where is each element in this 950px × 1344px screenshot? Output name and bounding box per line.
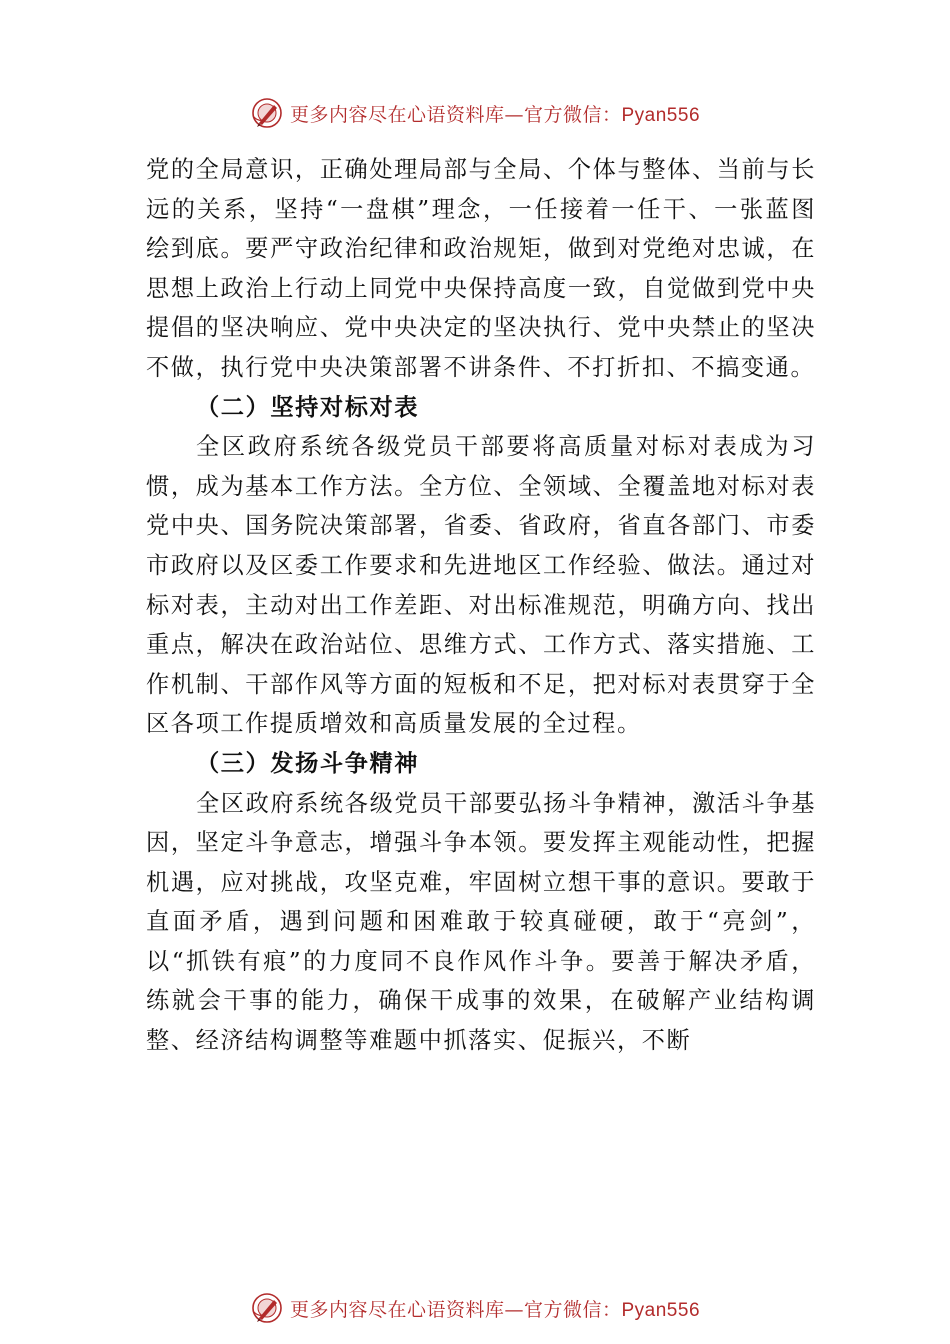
pen-logo-icon xyxy=(250,96,284,130)
banner-main-text: 更多内容尽在心语资料库 xyxy=(289,1298,505,1321)
footer-banner xyxy=(0,1290,950,1326)
paragraph-3: 全区政府系统各级党员干部要弘扬斗争精神，激活斗争基因，坚定斗争意志，增强斗争本领。要发挥主观能动性，把握机遇，应对挑战，攻坚克难，牢固树立想干事的意识。要敢于直面矛盾，遇到问题和困难敢于较真碰硬，敢于“亮剑”，以“抓铁有痕”的力度同不良作风作斗争。要善于解决矛盾，练就会干事的能力，确保干成事的效果，在破解产业结构调整、经济结构调整等难题中抓落实、促振兴，不断 xyxy=(146,789,816,1055)
banner-text xyxy=(290,100,700,127)
banner-official-label: 官方微信： xyxy=(523,1298,622,1321)
paragraph-2: 全区政府系统各级党员干部要将高质量对标对表成为习惯，成为基本工作方法。全方位、全领域、全覆盖地对标对表党中央、国务院决策部署，省委、省政府，省直各部门、市委市政府以及区委工作要求和先进地区工作经验、做法。通过对标对表，主动对出工作差距、对出标准规范，明确方向、找出重点，解决在政治站位、思维方式、工作方式、落实措施、工作机制、干部作风等方面的短板和不足，把对标对表贯穿于全区各项工作提质增效和高质量发展的全过程。 xyxy=(146,433,816,738)
section-heading-2: （二）坚持对标对表 xyxy=(196,393,420,421)
banner-official-label: 官方微信： xyxy=(523,103,622,126)
banner-main-text: 更多内容尽在心语资料库 xyxy=(289,103,505,126)
banner-dash: — xyxy=(504,103,524,126)
banner-text xyxy=(290,1295,700,1322)
banner-dash: — xyxy=(504,1298,524,1321)
header-banner xyxy=(0,95,950,131)
pen-logo-icon xyxy=(250,1291,284,1325)
section-heading-3: （三）发扬斗争精神 xyxy=(196,749,420,777)
banner-handle: Pyan556 xyxy=(621,1299,701,1321)
document-body xyxy=(146,150,816,1061)
banner-handle: Pyan556 xyxy=(621,104,701,126)
paragraph-1: 党的全局意识，正确处理局部与全局、个体与整体、当前与长远的关系，坚持“一盘棋”理念，一任接着一任干、一张蓝图绘到底。要严守政治纪律和政治规矩，做到对党绝对忠诚，在思想上政治上行动上同党中央保持高度一致，自觉做到党中央提倡的坚决响应、党中央决定的坚决执行、党中央禁止的坚决不做，执行党中央决策部署不讲条件、不打折扣、不搞变通。 xyxy=(146,156,816,381)
